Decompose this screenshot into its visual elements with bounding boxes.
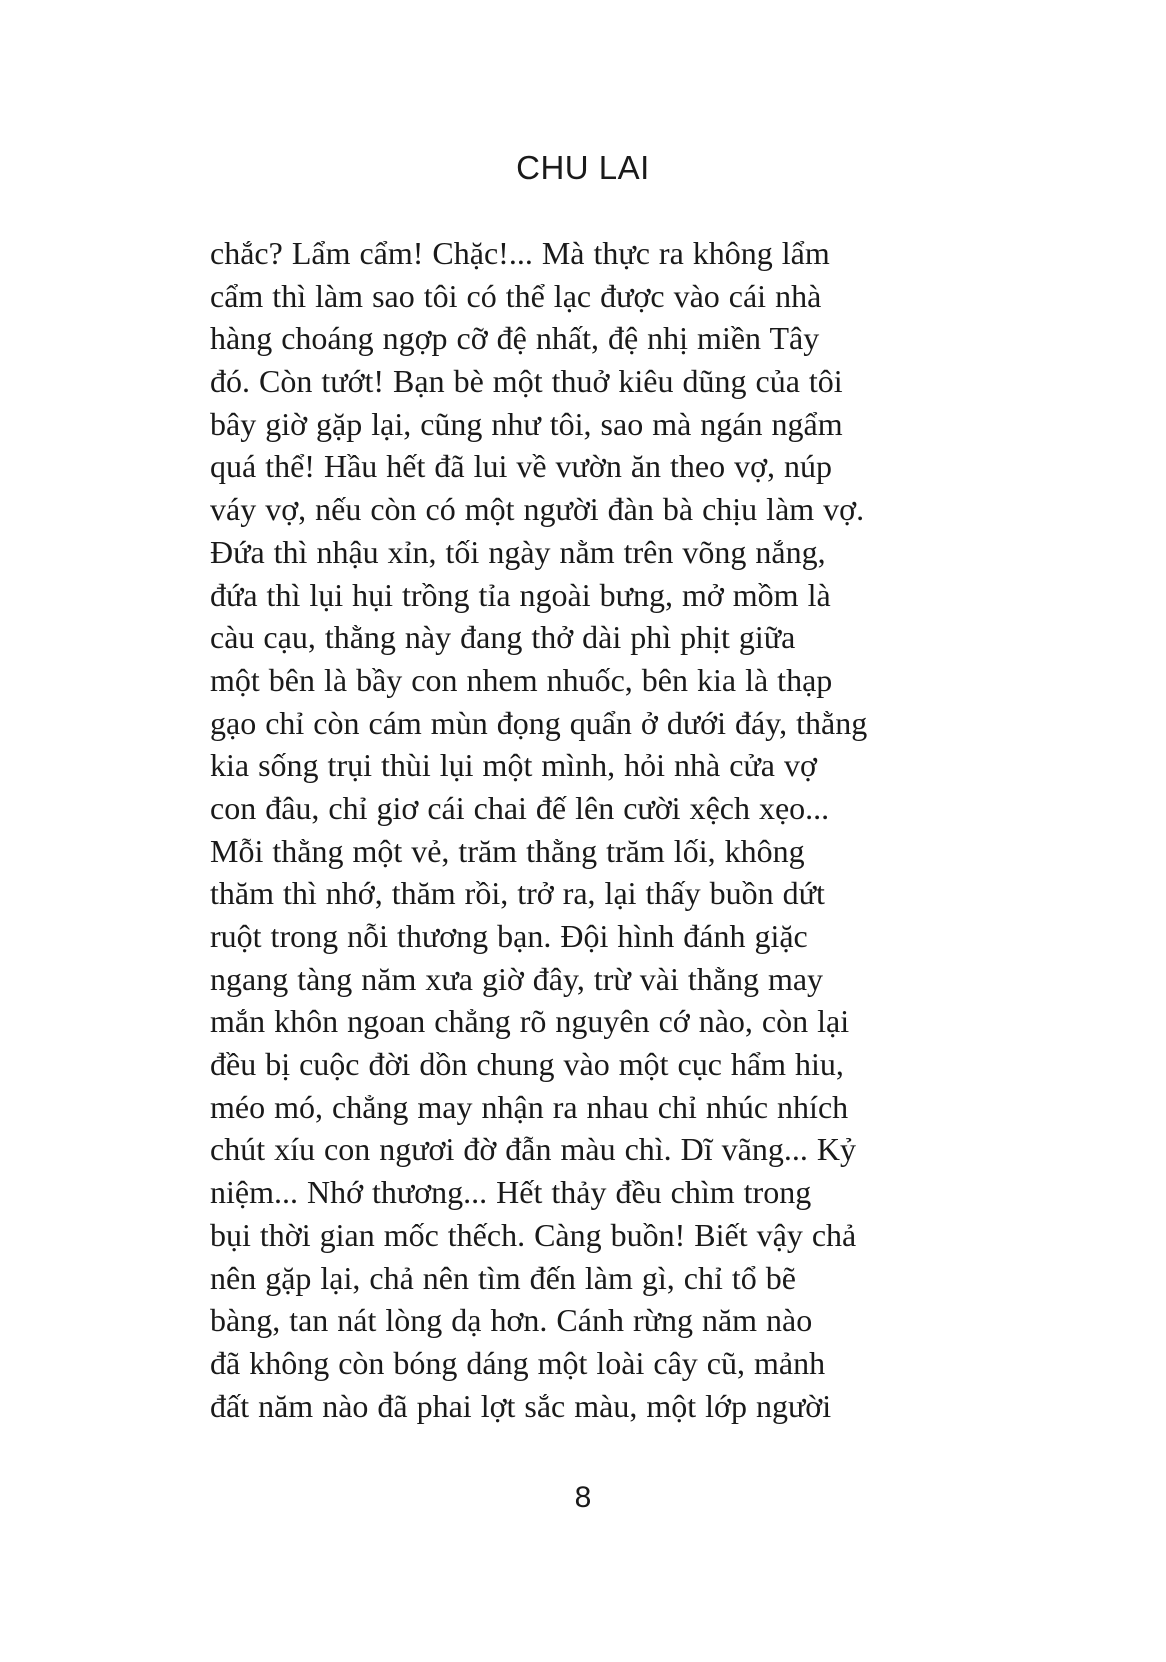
text-line: niệm... Nhớ thương... Hết thảy đều chìm trong [210, 1174, 812, 1211]
text-line: đã không còn bóng dáng một loài cây cũ, mảnh [210, 1344, 826, 1381]
page-number: 8 [574, 1481, 592, 1514]
text-line: quá thể! Hầu hết đã lui về vườn ăn theo vợ, núp [210, 448, 833, 485]
body-text [210, 232, 955, 1427]
text-line: chắc? Lẩm cẩm! Chặc!... Mà thực ra không lẩm [210, 235, 830, 271]
text-line: càu cạu, thằng này đang thở dài phì phịt giữa [210, 619, 796, 656]
text-line: ruột trong nỗi thương bạn. Đội hình đánh giặc [210, 918, 808, 954]
text-line: mắn khôn ngoan chẳng rõ nguyên cớ nào, còn lại [210, 1003, 850, 1040]
text-line: gạo chỉ còn cám mùn đọng quẩn ở dưới đáy, thằng [210, 704, 868, 741]
text-line: con đâu, chỉ giơ cái chai đế lên cười xệch xẹo... [210, 789, 830, 826]
text-line: bây giờ gặp lại, cũng như tôi, sao mà ngán ngẩm [210, 405, 843, 442]
text-line: cẩm thì làm sao tôi có thể lạc được vào cái nhà [210, 277, 822, 314]
text-line: đứa thì lụi hụi trồng tỉa ngoài bưng, mở mồm là [210, 576, 831, 613]
text-line: đều bị cuộc đời dồn chung vào một cục hẩm hiu, [210, 1046, 844, 1083]
text-line: bụi thời gian mốc thếch. Càng buồn! Biết vậy chả [210, 1216, 857, 1253]
text-line: một bên là bầy con nhem nhuốc, bên kia là thạp [210, 661, 833, 698]
text-line: kia sống trụi thùi lụi một mình, hỏi nhà cửa vợ [210, 747, 817, 784]
text-line: Mỗi thằng một vẻ, trăm thằng trăm lối, không [210, 832, 805, 869]
text-line: đất năm nào đã phai lợt sắc màu, một lớp người [210, 1387, 832, 1424]
text-line: ngang tàng năm xưa giờ đây, trừ vài thằng may [210, 960, 824, 997]
text-line: nên gặp lại, chả nên tìm đến làm gì, chỉ tổ bẽ [210, 1259, 796, 1296]
text-line: đó. Còn tướt! Bạn bè một thuở kiêu dũng của tôi [210, 363, 843, 400]
text-line: chút xíu con ngươi đờ đẫn màu chì. Dĩ vãng... Kỷ [210, 1131, 856, 1168]
text-line: thăm thì nhớ, thăm rồi, trở ra, lại thấy buồn dứt [210, 875, 825, 912]
running-header-author: CHU LAI [516, 149, 650, 186]
text-line: méo mó, chẳng may nhận ra nhau chỉ nhúc nhích [210, 1088, 849, 1125]
text-line: bàng, tan nát lòng dạ hơn. Cánh rừng năm nào [210, 1302, 813, 1339]
text-line: Đứa thì nhậu xỉn, tối ngày nằm trên võng nắng, [210, 533, 826, 570]
text-line: hàng choáng ngợp cỡ đệ nhất, đệ nhị miền Tây [210, 320, 820, 357]
text-line: váy vợ, nếu còn có một người đàn bà chịu làm vợ. [210, 491, 865, 528]
